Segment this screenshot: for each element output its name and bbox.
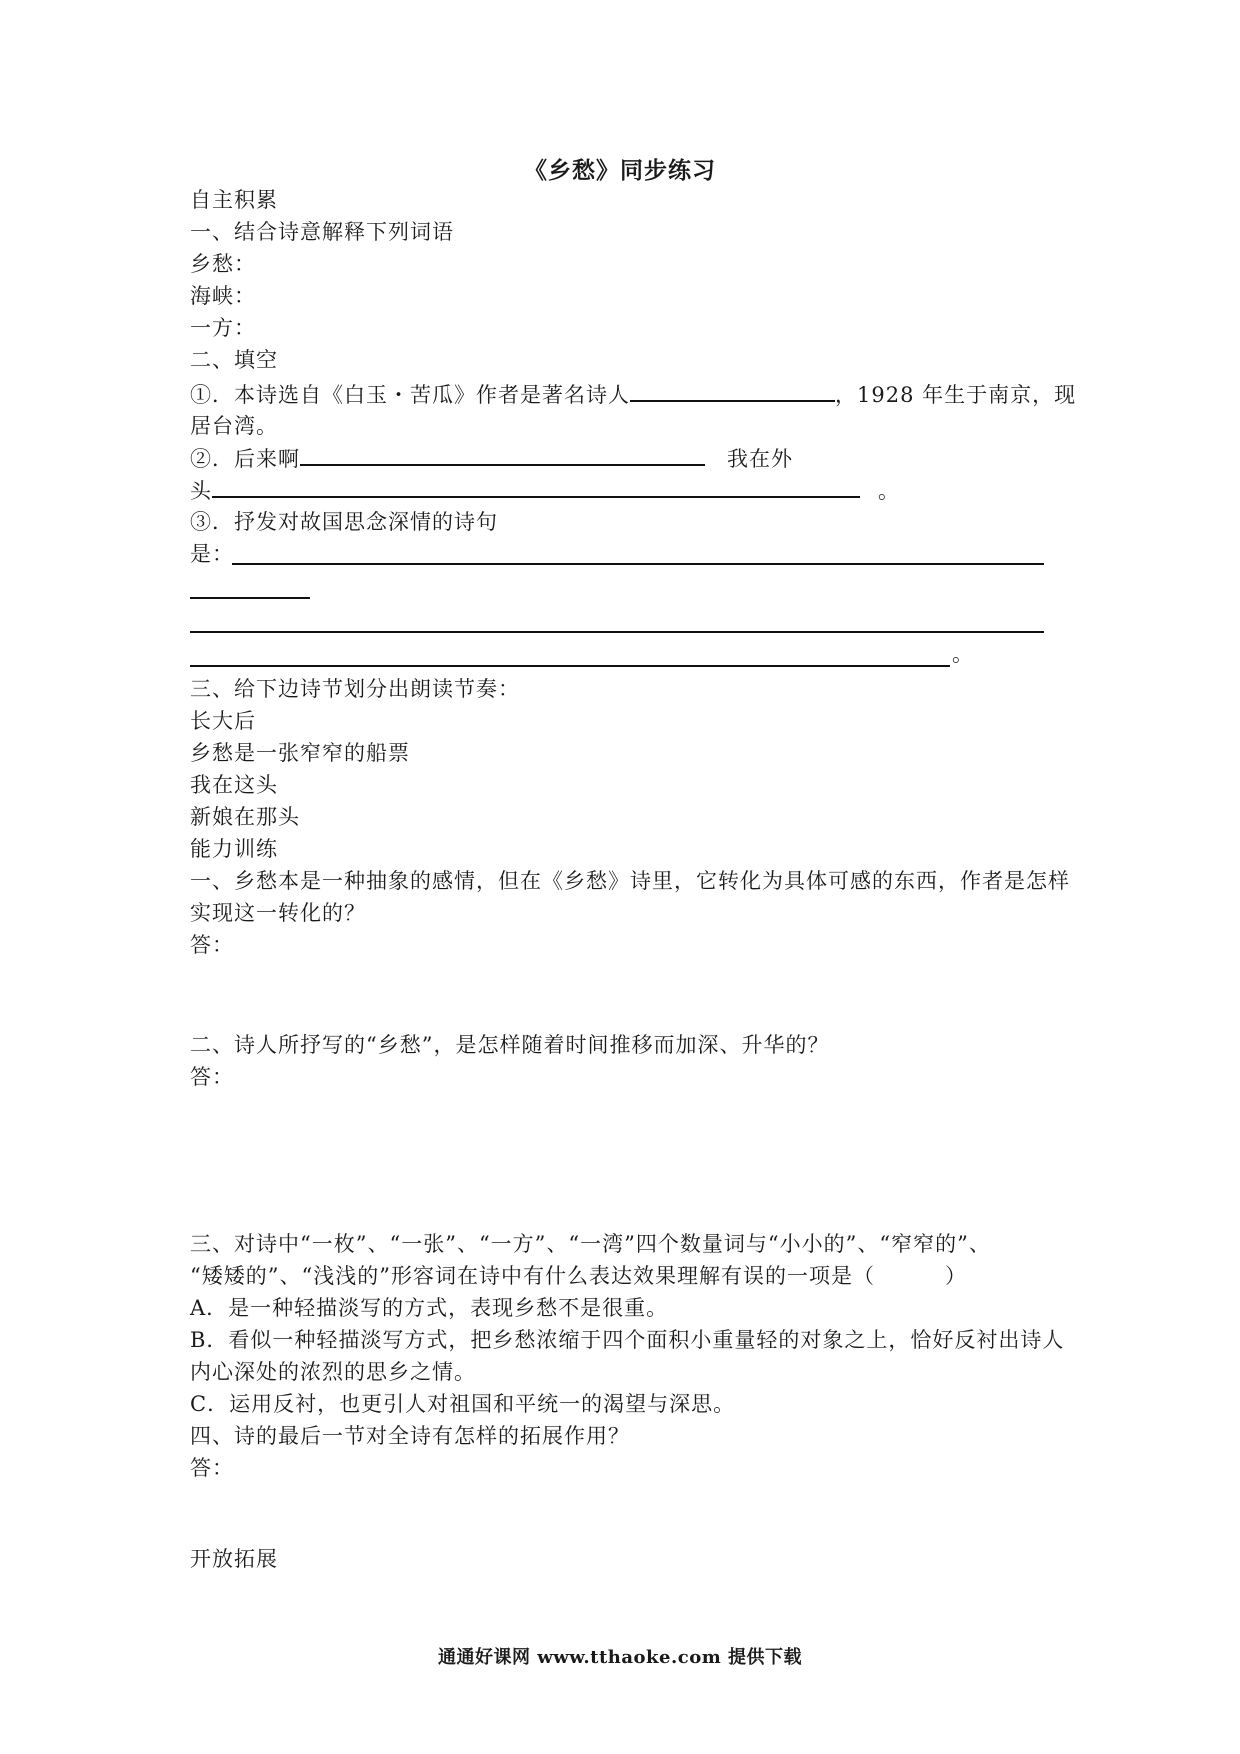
q2-item3-blank-4[interactable] [190, 665, 950, 667]
q2-item2-blank-2[interactable] [212, 476, 860, 498]
a2-question: 二、诗人所抒写的“乡愁”，是怎样随着时间推移而加深、升华的？ [190, 1033, 830, 1057]
q1-term-1: 乡愁： [190, 252, 256, 276]
q1-term-2: 海峡： [190, 284, 256, 308]
a1-question-line-2: 实现这一转化的？ [190, 901, 366, 925]
poem-line-3: 我在这头 [190, 773, 278, 797]
a3-option-c: C．运用反衬，也更引人对祖国和平统一的渴望与深思。 [190, 1392, 736, 1416]
q2-item2-end: 。 [878, 479, 900, 503]
section-heading-ability: 能力训练 [190, 837, 278, 861]
a3-question-close: ） [944, 1264, 967, 1288]
page-footer: 通通好课网 www.tthaoke.com 提供下载 [437, 1647, 803, 1668]
q2-item1-blank[interactable] [630, 380, 835, 402]
q2-item2-text: ②．后来啊 [190, 447, 300, 471]
a4-answer-label: 答： [190, 1456, 234, 1480]
q1-heading: 一、结合诗意解释下列词语 [190, 220, 454, 244]
a3-question-line-1: 三、对诗中“一枚”、“一张”、“一方”、“一湾”四个数量词与“小小的”、“窄窄的”、 [190, 1232, 991, 1256]
q2-item3-blank-1[interactable] [232, 563, 1044, 565]
q2-item3: ③．抒发对故国思念深情的诗句 [190, 510, 498, 534]
poem-line-2: 乡愁是一张窄窄的船票 [190, 741, 410, 765]
a1-question-line-1: 一、乡愁本是一种抽象的感情，但在《乡愁》诗里，它转化为具体可感的东西，作者是怎样 [190, 869, 1070, 893]
q2-item1-text: ①．本诗选自《白玉・苦瓜》作者是著名诗人 [190, 383, 630, 407]
poem-line-1: 长大后 [190, 709, 256, 733]
q2-item3-continued: 是： [190, 542, 234, 566]
q2-item2-text-mid: 我在外 [727, 447, 793, 471]
section-heading-self-study: 自主积累 [190, 188, 278, 212]
q2-item3-blank-3[interactable] [190, 631, 1044, 633]
q2-heading: 二、填空 [190, 348, 278, 372]
a1-answer-label: 答： [190, 933, 234, 957]
a3-option-a: A．是一种轻描淡写的方式，表现乡愁不是很重。 [190, 1296, 669, 1320]
a3-question-text: “矮矮的”、“浅浅的”形容词在诗中有什么表达效果理解有误的一项是（ [190, 1264, 875, 1288]
a3-option-b-line-1: B．看似一种轻描淡写方式，把乡愁浓缩于四个面积小重量轻的对象之上，恰好反衬出诗人 [190, 1328, 1065, 1352]
q2-item2 [190, 444, 793, 473]
a3-question-line-2 [190, 1262, 967, 1290]
q3-heading: 三、给下边诗节划分出朗读节奏： [190, 677, 520, 701]
section-heading-open: 开放拓展 [190, 1547, 278, 1571]
q2-item2-cont-text: 头 [190, 479, 212, 503]
q2-item3-end: 。 [952, 642, 974, 666]
q2-item1-text-after: ，1928 年生于南京，现 [835, 383, 1077, 407]
q2-item2-blank[interactable] [300, 444, 705, 466]
a4-question: 四、诗的最后一节对全诗有怎样的拓展作用？ [190, 1424, 630, 1448]
q2-item3-blank-2[interactable] [190, 597, 310, 599]
a3-option-b-line-2: 内心深处的浓烈的思乡之情。 [190, 1360, 476, 1384]
a2-answer-label: 答： [190, 1065, 234, 1089]
poem-line-4: 新娘在那头 [190, 805, 300, 829]
q2-item1-continued: 居台湾。 [190, 414, 278, 438]
q2-item2-continued [190, 476, 900, 505]
document-title: 《乡愁》同步练习 [524, 157, 716, 184]
q1-term-3: 一方： [190, 316, 256, 340]
q2-item1 [190, 380, 1076, 409]
